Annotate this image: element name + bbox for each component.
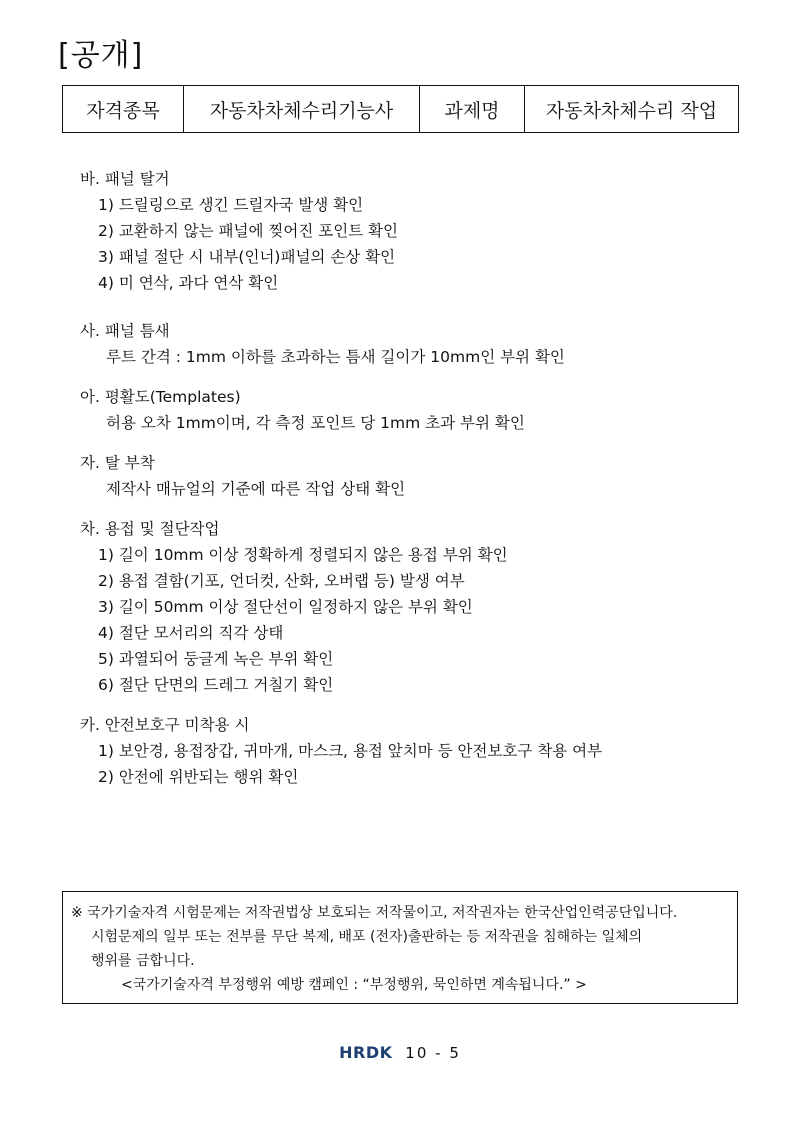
list-item: 1) 드릴링으로 생긴 드릴자국 발생 확인: [98, 196, 364, 214]
task-value: 자동차차체수리 작업: [525, 86, 739, 133]
list-item: 2) 안전에 위반되는 행위 확인: [98, 768, 299, 786]
list-item: 4) 절단 모서리의 직각 상태: [98, 624, 284, 642]
list-item: 1) 보안경, 용접장갑, 귀마개, 마스크, 용접 앞치마 등 안전보호구 착용 여부: [98, 742, 603, 760]
section-title: 아. 평활도(Templates): [80, 388, 241, 406]
page-number: 10 - 5: [405, 1043, 461, 1062]
header-table: [62, 85, 739, 133]
section-title: 자. 탈 부착: [80, 454, 155, 472]
criteria-content: [80, 166, 740, 804]
hrdk-logo: HRDK: [339, 1043, 393, 1062]
list-item: 제작사 매뉴얼의 기준에 따른 작업 상태 확인: [106, 480, 406, 498]
document-classification-label: [공개]: [58, 38, 144, 73]
header-row: [63, 86, 739, 133]
list-item: 6) 절단 단면의 드레그 거칠기 확인: [98, 676, 334, 694]
section-detach-attach: [80, 450, 740, 502]
notice-line: 행위를 금합니다.: [91, 953, 195, 969]
section-flatness: [80, 384, 740, 436]
section-title: 차. 용접 및 절단작업: [80, 520, 220, 538]
task-label: 과제명: [420, 86, 525, 133]
list-item: 5) 과열되어 둥글게 녹은 부위 확인: [98, 650, 334, 668]
copyright-notice-box: [62, 891, 738, 1004]
section-panel-gap: [80, 318, 740, 370]
section-safety-gear: [80, 712, 740, 790]
qualification-label: 자격종목: [63, 86, 184, 133]
notice-line: 시험문제의 일부 또는 전부를 무단 복제, 배포 (전자)출판하는 등 저작권을 침해하는 일체의: [91, 929, 643, 945]
campaign-line: <국가기술자격 부정행위 예방 캠페인 : “부정행위, 묵인하면 계속됩니다.” >: [121, 977, 587, 993]
list-item: 1) 길이 10mm 이상 정확하게 정렬되지 않은 용접 부위 확인: [98, 546, 508, 564]
list-item: 3) 패널 절단 시 내부(인너)패널의 손상 확인: [98, 248, 396, 266]
list-item: 루트 간격 : 1mm 이하를 초과하는 틈새 길이가 10mm인 부위 확인: [106, 348, 565, 366]
list-item: 3) 길이 50mm 이상 절단선이 일정하지 않은 부위 확인: [98, 598, 473, 616]
qualification-value: 자동차차체수리기능사: [184, 86, 420, 133]
page-footer: [0, 1043, 800, 1062]
notice-line: ※ 국가기술자격 시험문제는 저작권법상 보호되는 저작물이고, 저작권자는 한국산업인력공단입니다.: [71, 905, 678, 921]
list-item: 2) 용접 결함(기포, 언더컷, 산화, 오버랩 등) 발생 여부: [98, 572, 465, 590]
list-item: 4) 미 연삭, 과다 연삭 확인: [98, 274, 279, 292]
section-panel-removal: [80, 166, 740, 296]
section-title: 사. 패널 틈새: [80, 322, 170, 340]
section-title: 바. 패널 탈거: [80, 170, 170, 188]
list-item: 2) 교환하지 않는 패널에 찢어진 포인트 확인: [98, 222, 399, 240]
list-item: 허용 오차 1mm이며, 각 측정 포인트 당 1mm 초과 부위 확인: [106, 414, 525, 432]
section-welding-cutting: [80, 516, 740, 698]
section-title: 카. 안전보호구 미착용 시: [80, 716, 250, 734]
